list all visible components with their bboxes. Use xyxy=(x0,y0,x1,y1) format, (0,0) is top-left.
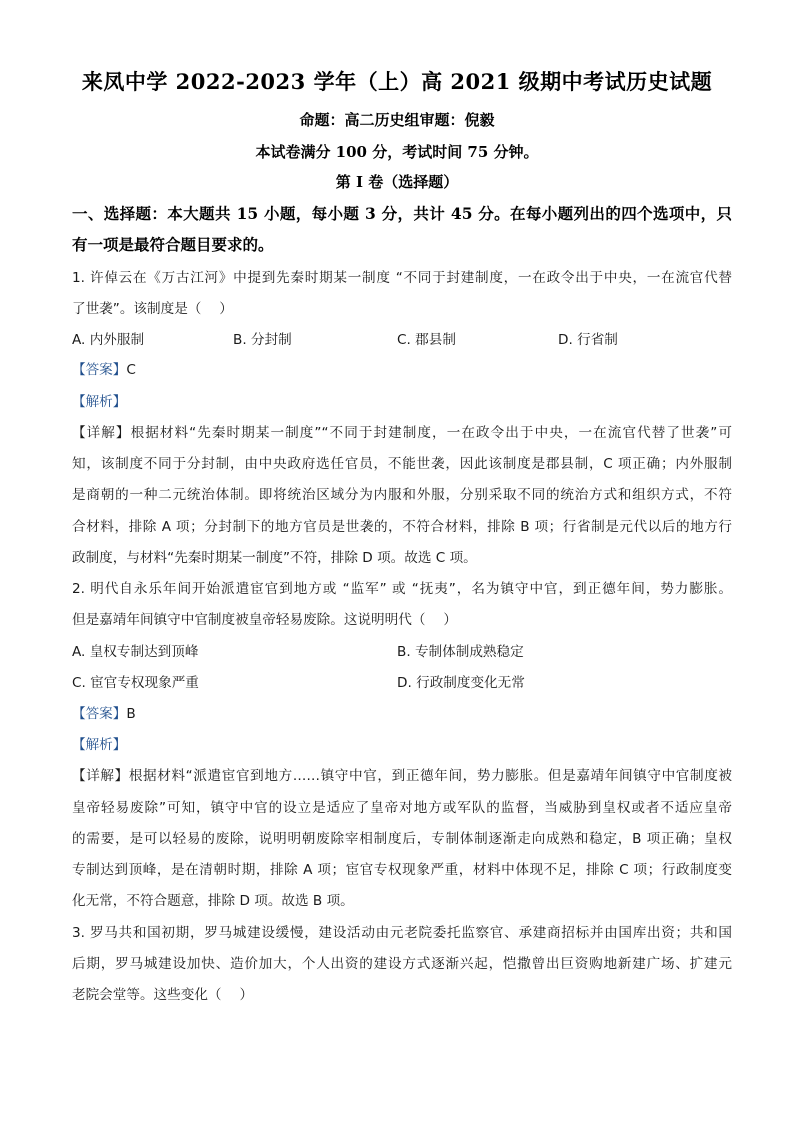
q1-detail-line: 合材料，排除 A 项；分封制下的地方官员是世袭的，不符合材料，排除 B 项；行省制是元代以后的地方行 xyxy=(72,519,732,535)
q1-detail-line: 知，该制度不同于分封制，由中央政府选任官员，不能世袭，因此该制度是郡县制，C 项正确；内外服制 xyxy=(72,456,732,472)
q2-option-d: D. 行政制度变化无常 xyxy=(397,675,525,691)
q1-detail-line: 是商朝的一种二元统治体制。即将统治区域分为内服和外服，分别采取不同的统治方式和组织方式，不符 xyxy=(72,487,732,503)
q1-stem-line-2: 了世袭”。该制度是（ ） xyxy=(72,301,233,317)
q2-detail-line: 【详解】根据材料“派遣宦官到地方……镇守中官，到正德年间，势力膨胀。但是嘉靖年间镇守中官制度被 xyxy=(72,768,732,784)
section-instruction-line-1: 一、选择题：本大题共 15 小题，每小题 3 分，共计 45 分。在每小题列出的四个选项中，只 xyxy=(72,204,732,223)
q2-option-c: C. 宦官专权现象严重 xyxy=(72,675,199,691)
answer-tag: 【答案】 xyxy=(72,362,127,378)
q1-option-b: B. 分封制 xyxy=(233,332,292,348)
exam-info-line: 本试卷满分 100 分，考试时间 75 分钟。 xyxy=(255,143,539,161)
q2-option-a: A. 皇权专制达到顶峰 xyxy=(72,644,199,660)
q2-analysis-tag xyxy=(72,733,732,753)
q1-analysis-tag xyxy=(72,390,732,410)
q1-option-a: A. 内外服制 xyxy=(72,332,145,348)
q1-answer xyxy=(72,358,732,378)
q2-stem-line-1: 2. 明代自永乐年间开始派遣宦官到地方或 “监军” 或 “抚夷”，名为镇守中官，到正德年间，势力膨胀。 xyxy=(72,581,732,597)
section-instruction-line-2: 有一项是最符合题目要求的。 xyxy=(72,235,274,254)
analysis-tag: 【解析】 xyxy=(72,737,127,753)
q2-detail-line: 专制达到顶峰，是在清朝时期，排除 A 项；宦官专权现象严重，材料中体现不足，排除 C 项；行政制度变 xyxy=(72,862,732,878)
exam-title: 来凤中学 2022-2023 学年（上）高 2021 级期中考试历史试题 xyxy=(81,69,713,94)
q3-stem-line-3: 老院会堂等。这些变化（ ） xyxy=(72,987,254,1003)
q1-option-c: C. 郡县制 xyxy=(397,332,456,348)
q2-answer xyxy=(72,702,732,722)
q1-stem-line-1: 1. 许倬云在《万古江河》中提到先秦时期某一制度 “不同于封建制度，一在政令出于中央，一在流官代替 xyxy=(72,270,732,286)
answer-value: C xyxy=(126,362,136,378)
q3-stem-line-2: 后期，罗马城建设加快、造价加大，个人出资的建设方式逐渐兴起，恺撒曾出巨资购地新建广场、扩建元 xyxy=(72,956,732,972)
q2-option-b: B. 专制体制成熟稳定 xyxy=(397,644,524,660)
q1-detail-line: 政制度，与材料“先秦时期某一制度”不符，排除 D 项。故选 C 项。 xyxy=(72,550,477,566)
analysis-tag: 【解析】 xyxy=(72,394,127,410)
setters-line: 命题：高二历史组审题：倪毅 xyxy=(299,111,495,129)
q1-detail-line: 【详解】根据材料“先秦时期某一制度”“不同于封建制度，一在政令出于中央，一在流官代替了世袭”可 xyxy=(72,425,732,441)
answer-value: B xyxy=(126,706,136,722)
q1-option-d: D. 行省制 xyxy=(558,332,618,348)
q2-detail-line: 皇帝轻易废除”可知，镇守中官的设立是适应了皇帝对地方或军队的监督，当威胁到皇权或者不适应皇帝 xyxy=(72,800,732,816)
q2-stem-line-2: 但是嘉靖年间镇守中官制度被皇帝轻易废除。这说明明代（ ） xyxy=(72,612,457,628)
volume-heading: 第 I 卷（选择题） xyxy=(335,173,459,191)
answer-tag: 【答案】 xyxy=(72,706,127,722)
q2-detail-line: 化无常，不符合题意，排除 D 项。故选 B 项。 xyxy=(72,893,354,909)
q2-detail-line: 的需要，是可以轻易的废除，说明明朝废除宰相制度后，专制体制逐渐走向成熟和稳定，B 项正确；皇权 xyxy=(72,831,732,847)
q3-stem-line-1: 3. 罗马共和国初期，罗马城建设缓慢，建设活动由元老院委托监察官、承建商招标并由国库出资；共和国 xyxy=(72,925,732,941)
